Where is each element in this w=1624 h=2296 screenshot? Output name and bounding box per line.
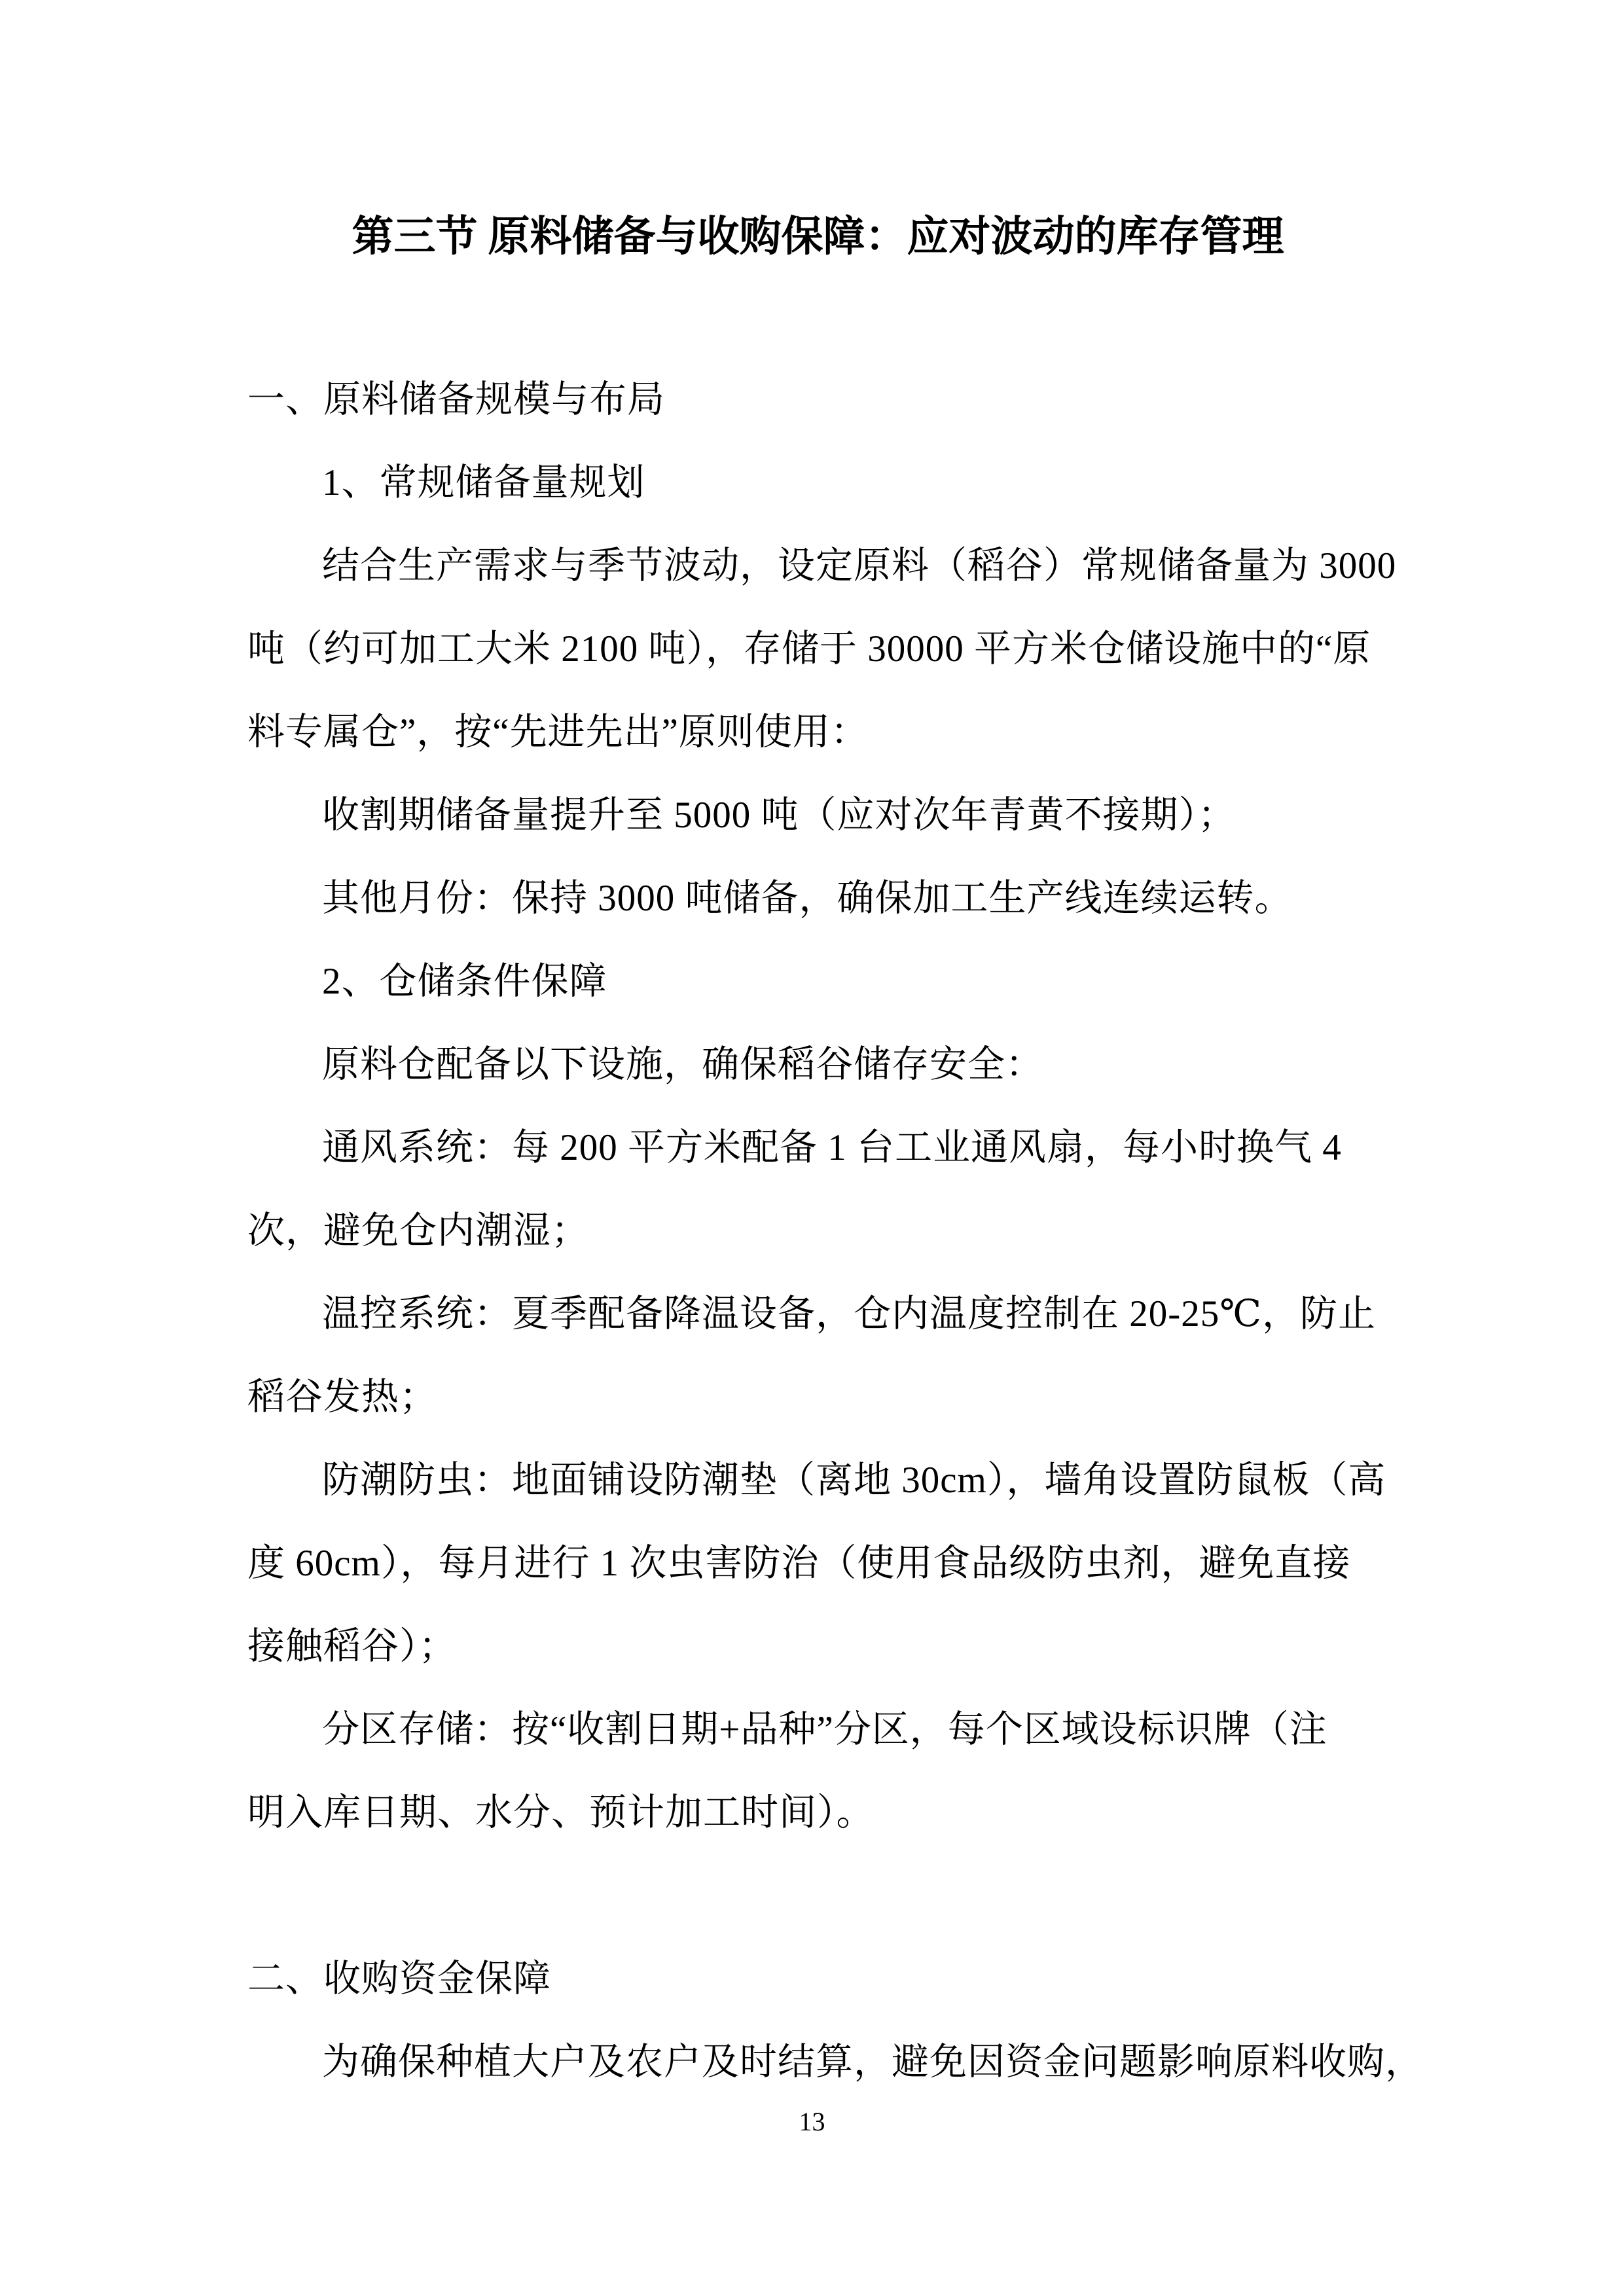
text-line: 防潮防虫：地面铺设防潮垫（离地 30cm），墙角设置防鼠板（高 xyxy=(322,1460,1386,1501)
text-line: 温控系统：夏季配备降温设备，仓内温度控制在 20-25℃，防止 xyxy=(322,1293,1376,1335)
text-line: 料专属仓”，按“先进先出”原则使用： xyxy=(247,711,869,753)
text-line: 其他月份：保持 3000 吨储备，确保加工生产线连续运转。 xyxy=(322,878,1293,919)
text-line: 二、收购资金保障 xyxy=(247,1958,551,2000)
document-body xyxy=(247,358,1428,2104)
text-line: 度 60cm），每月进行 1 次虫害防治（使用食品级防虫剂，避免直接 xyxy=(247,1543,1351,1584)
text-line: 通风系统：每 200 平方米配备 1 台工业通风扇，每小时换气 4 xyxy=(322,1127,1342,1168)
text-line: 一、原料储备规模与布局 xyxy=(247,379,665,420)
text-line: 分区存储：按“收割日期+品种”分区，每个区域设标识牌（注 xyxy=(322,1709,1327,1750)
text-line: 次，避免仓内潮湿； xyxy=(247,1210,589,1251)
text-line: 结合生产需求与季节波动，设定原料（稻谷）常规储备量为 3000 xyxy=(322,545,1397,586)
text-line: 2、仓储条件保障 xyxy=(322,961,607,1002)
text-line: 为确保种植大户及农户及时结算，避免因资金问题影响原料收购， xyxy=(322,2041,1423,2083)
text-line: 原料仓配备以下设施，确保稻谷储存安全： xyxy=(322,1044,1043,1085)
text-line xyxy=(247,1854,1428,1937)
page-number: 13 xyxy=(799,2107,825,2136)
section-title: 第三节 原料储备与收购保障：应对波动的库存管理 xyxy=(352,213,1284,260)
text-line: 接触稻谷）； xyxy=(247,1626,457,1667)
text-line: 1、常规储备量规划 xyxy=(322,462,645,503)
text-line: 收割期储备量提升至 5000 吨（应对次年青黄不接期）； xyxy=(322,795,1236,836)
text-line: 吨（约可加工大米 2100 吨），存储于 30000 平方米仓储设施中的“原 xyxy=(247,628,1371,670)
text-line: 稻谷发热； xyxy=(247,1376,437,1418)
text-line: 明入库日期、水分、预计加工时间）。 xyxy=(247,1792,875,1833)
